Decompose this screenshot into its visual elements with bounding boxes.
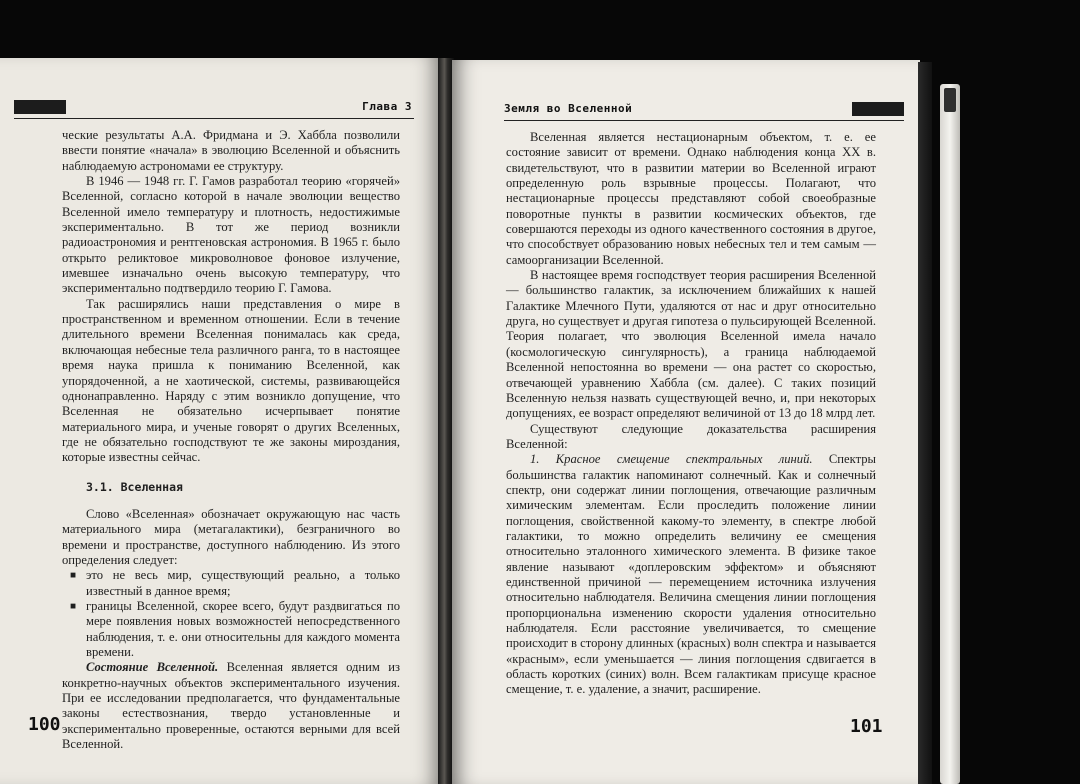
paragraph: ческие результаты А.А. Фридмана и Э. Хаббла позволили ввести понятие «начала» в эволюцию Вселенной и объяснить наблюдаемую астрономами ее структуру.	[62, 128, 400, 173]
paragraph: В настоящее время господствует теория расширения Вселенной — большинство галактик, за исключением ближайших к нашей Галактике Млечного Пути, удаляются от нас и друг относительно друга, но существует и другая гипотеза о пульсирующей Вселенной. Теория полагает, что эволюция Вселенной имела начало (космологическую сингулярность), а граница наблюдаемой Вселенной непостоянна во времени — она растет со скоростью, отвечающей уравнению Хаббла (см. далее). С таких позиций Вселенную нельзя назвать существующей вечно, и, при некоторых допущениях, ее возраст определяют величиной от 13 до 18 млрд лет.	[506, 268, 876, 421]
chapter-title: Глава 3	[362, 100, 412, 113]
header-bar	[852, 102, 904, 116]
bookmark-tip	[944, 88, 956, 112]
list-item	[70, 568, 400, 599]
bookmark	[940, 84, 960, 784]
bullet-icon: ■	[70, 570, 77, 582]
list-item-text: это не весь мир, существующий реально, а только известный в данное время;	[86, 568, 400, 598]
paragraph	[62, 660, 400, 752]
paragraph: В 1946 — 1948 гг. Г. Гамов разработал теорию «горячей» Вселенной, согласно которой в начале эволюции вещество Вселенной имело температуру и плотность, недостижимые экспериментально. В тот же период возникли радиоастрономия и рентгеновская астрономия. В 1965 г. было открыто реликтовое микроволновое фоновое излучение, имевшее изначально очень высокую температуру, что экспериментально подтвердило теорию Г. Гамова.	[62, 174, 400, 296]
paragraph-text: Вселенная является одним из конкретно-научных объектов экспериментального изучения. При ее исследовании предполагается, что фундаментальные законы естествознания, твердо установленные и экспериментально проверенные, остаются верными для всей Вселенной.	[62, 660, 400, 752]
paragraph-text: Спектры большинства галактик напоминают солнечный. Как и солнечный спектр, они содержат линии поглощения, отвечающие различным химическим элементам. Если проследить положение линии поглощения, свойственной какому-то элементу, в спектре любой галактики, то можно определить величину ее смещения относительно эталонного химического элемента. В физике такое явление называют «доплеровским эффектом» и объясняют единственной причиной — перемещением источника излучения относительно наблюдателя. Величина смещения линии поглощения пропорциональна изменению скорости удаления относительно наблюдателя. Если расстояние увеличивается, то смещение происходит в сторону длинных (красных) волн спектра и называется «красным», если уменьшается — линия поглощения сдвигается в область коротких (синих) волн. Всем галактикам присуще красное смещение, т. е. удаление, а значит, расширение.	[506, 452, 876, 697]
left-page	[0, 58, 440, 784]
bullet-list	[62, 568, 400, 660]
header-bar	[14, 100, 66, 114]
paragraph	[506, 452, 876, 698]
right-page	[452, 60, 920, 784]
paragraph: Слово «Вселенная» обозначает окружающую нас часть материального мира (метагалактики), безграничного во времени и пространстве, доступного наблюдению. Из этого определения следует:	[62, 506, 400, 567]
term: Состояние Вселенной.	[86, 660, 219, 675]
term: 1. Красное смещение спектральных линий.	[530, 452, 813, 467]
list-item	[70, 598, 400, 660]
left-body-text	[62, 128, 400, 752]
page-number: 101	[850, 716, 883, 737]
list-item-text: границы Вселенной, скорее всего, будут раздвигаться по мере появления новых возможностей непосредственного наблюдения, т. е. они относительны для каждого момента времени.	[86, 598, 400, 659]
paragraph: Вселенная является нестационарным объектом, т. е. ее состояние зависит от времени. Однако наблюдения конца XX в. свидетельствуют, что в развитии материи во Вселенной играют определенную роль взрывные процессы. Полагают, что нестационарные процессы представляют собой своеобразные поворотные пункты в развитии космических объектов, где совершаются переходы из одного качественного состояния в другое, что способствует образованию новых небесных тел и тем самым — самоорганизации Вселенной.	[506, 130, 876, 267]
bullet-icon: ■	[70, 600, 77, 612]
section-heading: 3.1. Вселенная	[86, 479, 183, 494]
paragraph: Так расширялись наши представления о мире в пространственном и временном отношении. Если в течение длительного времени Вселенная понималась как среда, включающая небесные тела различного ранга, то в настоящее время наука пришла к пониманию Вселенной, как упорядоченной, а не хаотической, системы, развивающейся однонаправленно. Наряду с этим возникло допущение, что Вселенная не обязательно исчерпывает понятие материального мира, и ученые говорят о других Вселенных, где не обязательно господствуют те же законы мироздания, которые известны сейчас.	[62, 296, 400, 465]
running-head	[504, 102, 904, 121]
running-head	[14, 100, 414, 119]
page-edge	[918, 62, 932, 784]
paragraph: Существуют следующие доказательства расширения Вселенной:	[506, 421, 876, 451]
page-number: 100	[28, 714, 61, 735]
chapter-title: Земля во Вселенной	[504, 102, 633, 115]
right-body-text	[506, 130, 876, 698]
